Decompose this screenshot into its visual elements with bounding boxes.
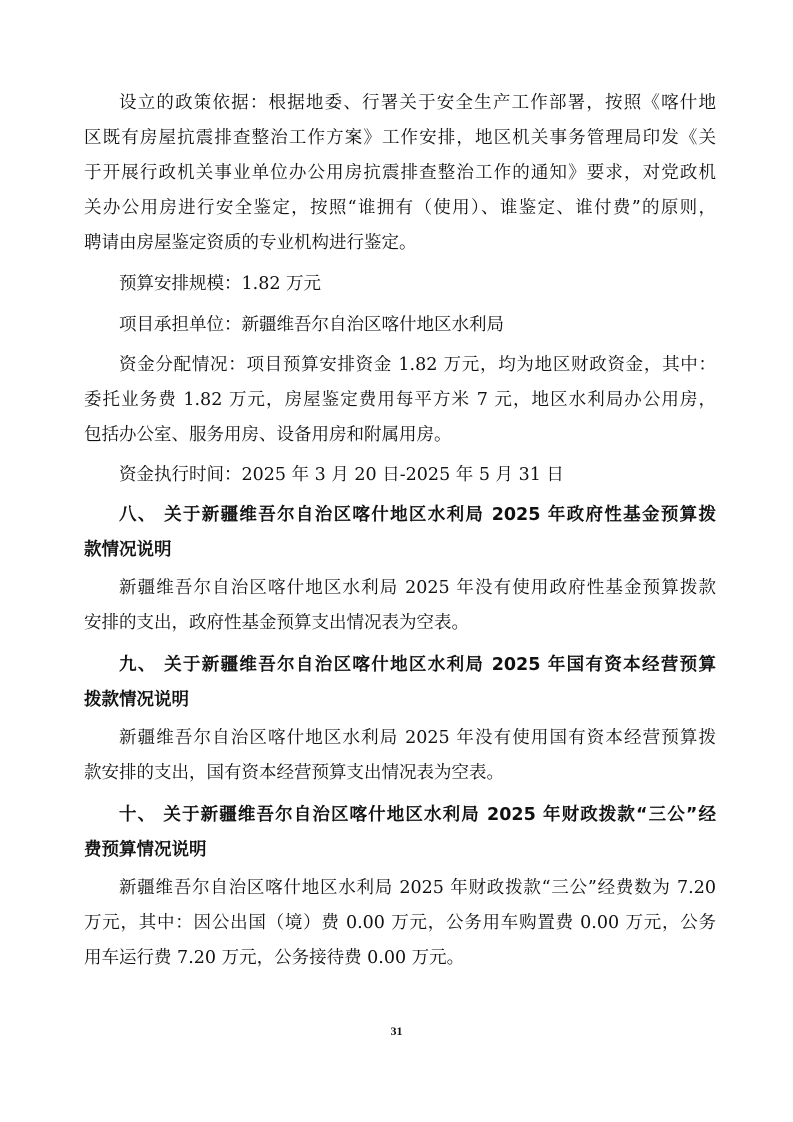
paragraph-section-9-line-1: 新疆维吾尔自治区喀什地区水利局 2025 年没有使用国有资本经营预算拨	[119, 728, 716, 748]
paragraph-section-10-line-3: 用车运行费 7.20 万元，公务接待费 0.00 万元。	[84, 948, 465, 968]
section-heading-8-line-2: 款情况说明	[84, 540, 172, 560]
section-heading-9-line-2: 拨款情况说明	[84, 690, 189, 710]
paragraph-section-8-line-2: 安排的支出，政府性基金预算支出情况表为空表。	[84, 613, 469, 633]
paragraph-section-8-line-1: 新疆维吾尔自治区喀什地区水利局 2025 年没有使用政府性基金预算拨款	[119, 578, 716, 598]
paragraph-section-10-line-1: 新疆维吾尔自治区喀什地区水利局 2025 年财政拨款“三公”经费数为 7.20	[119, 878, 716, 898]
paragraph-fund-allocation-line-2: 委托业务费 1.82 万元，房屋鉴定费用每平方米 7 元，地区水利局办公用房，	[84, 390, 716, 410]
section-heading-9-line-1: 九、 关于新疆维吾尔自治区喀什地区水利局 2025 年国有资本经营预算	[119, 655, 716, 675]
paragraph-execution-time: 资金执行时间：2025 年 3 月 20 日-2025 年 5 月 31 日	[119, 465, 564, 485]
paragraph-policy-line-1: 设立的政策依据：根据地委、行署关于安全生产工作部署，按照《喀什地	[119, 93, 716, 113]
section-heading-8-line-1: 八、 关于新疆维吾尔自治区喀什地区水利局 2025 年政府性基金预算拨	[119, 505, 716, 525]
paragraph-policy-line-2: 区既有房屋抗震排查整治工作方案》工作安排，地区机关事务管理局印发《关	[84, 128, 716, 148]
paragraph-section-9-line-2: 款安排的支出，国有资本经营预算支出情况表为空表。	[84, 763, 504, 783]
paragraph-budget-scale: 预算安排规模：1.82 万元	[119, 274, 322, 294]
paragraph-policy-line-5: 聘请由房屋鉴定资质的专业机构进行鉴定。	[84, 233, 417, 253]
paragraph-fund-allocation-line-3: 包括办公室、服务用房、设备用房和附属用房。	[84, 425, 452, 445]
page-number: 31	[390, 1024, 403, 1038]
section-heading-10-line-1: 十、 关于新疆维吾尔自治区喀什地区水利局 2025 年财政拨款“三公”经	[119, 805, 716, 825]
paragraph-policy-line-3: 于开展行政机关事业单位办公用房抗震排查整治工作的通知》要求，对党政机	[84, 163, 716, 183]
paragraph-section-10-line-2: 万元，其中：因公出国（境）费 0.00 万元，公务用车购置费 0.00 万元，公务	[84, 913, 716, 933]
paragraph-policy-line-4: 关办公用房进行安全鉴定，按照“谁拥有（使用）、谁鉴定、谁付费”的原则，	[84, 198, 716, 218]
section-heading-10-line-2: 费预算情况说明	[84, 840, 207, 860]
paragraph-project-unit: 项目承担单位：新疆维吾尔自治区喀什地区水利局	[119, 315, 504, 335]
paragraph-fund-allocation-line-1: 资金分配情况：项目预算安排资金 1.82 万元，均为地区财政资金，其中：	[119, 355, 716, 375]
